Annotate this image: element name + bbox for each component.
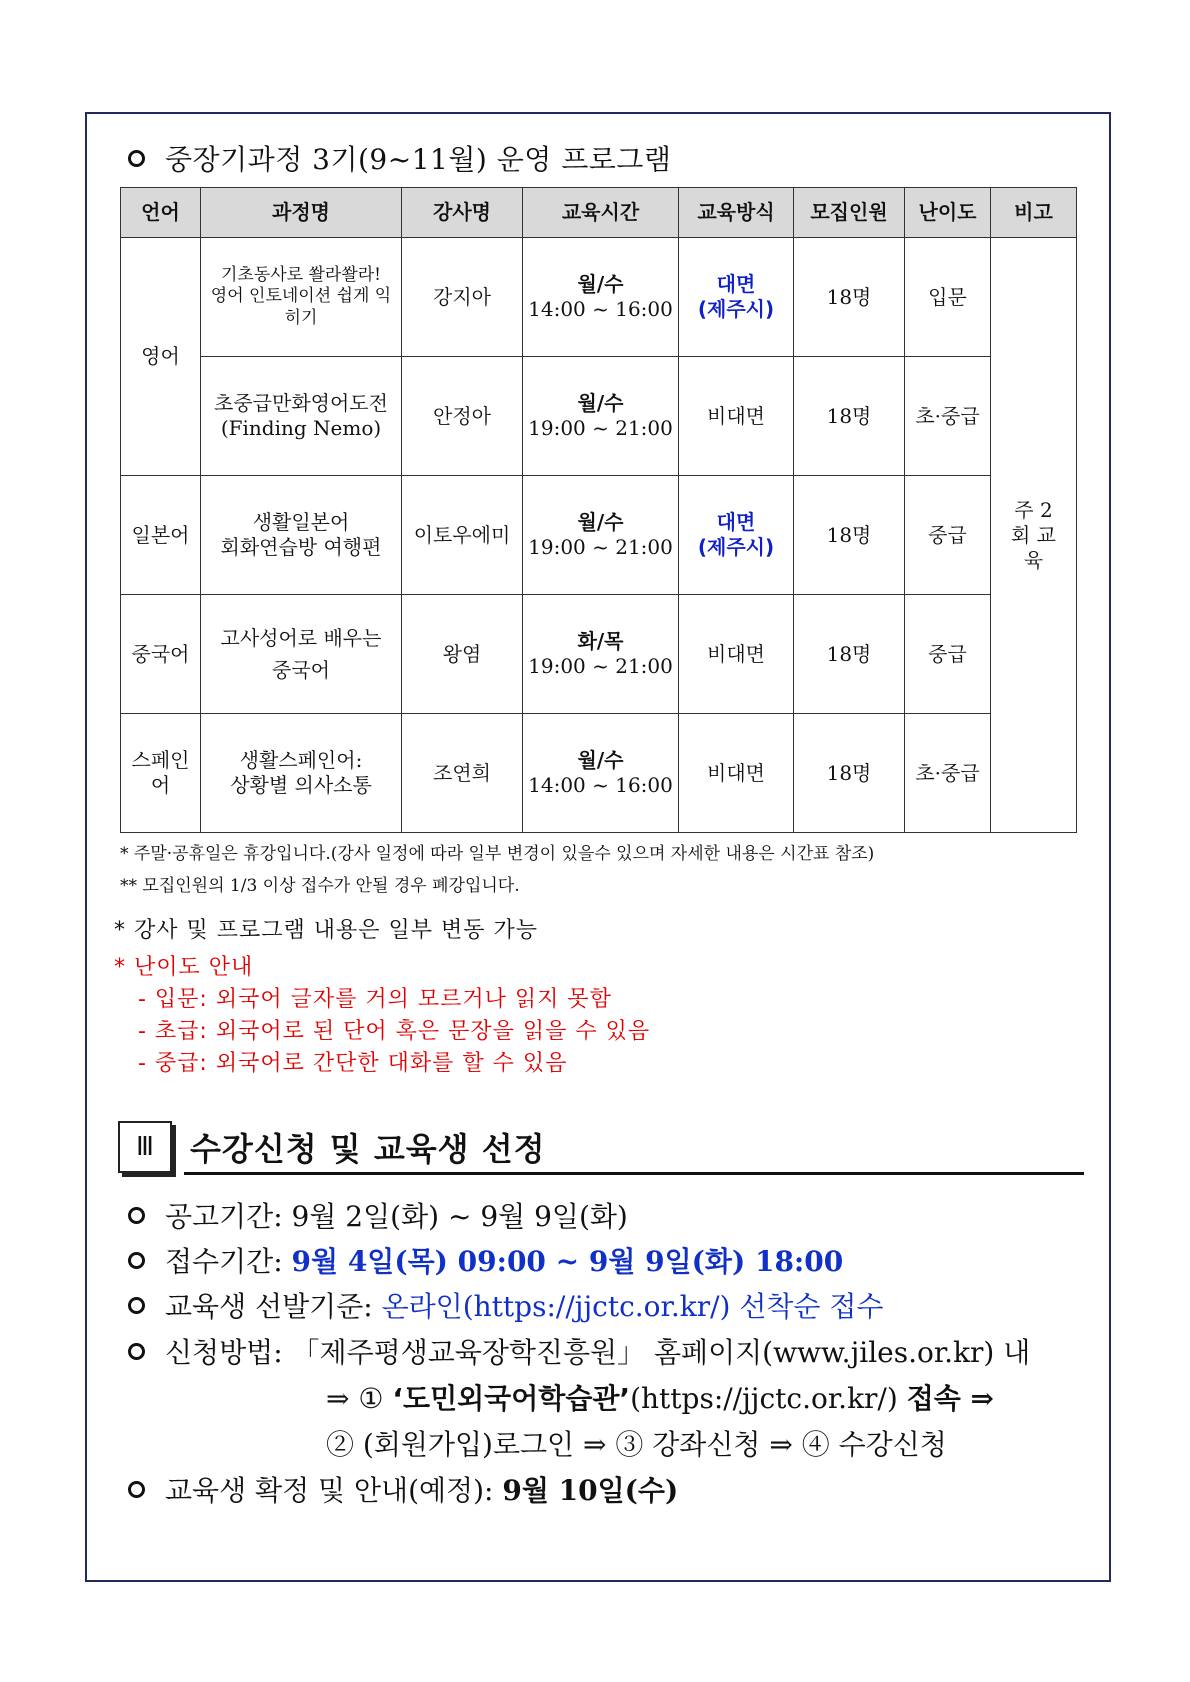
change-notice: * 강사 및 프로그램 내용은 일부 변동 가능: [114, 918, 538, 943]
column-header: 난이도: [905, 188, 991, 238]
program-table: [120, 187, 1077, 833]
remark-cell: 주 2회 교육: [991, 238, 1077, 833]
teacher-cell: 안정아: [402, 357, 523, 476]
capacity-cell: 18명: [794, 476, 905, 595]
lang-cell: 영어: [121, 238, 201, 476]
lang-cell: 일본어: [121, 476, 201, 595]
apply-method: 신청방법: 「제주평생교육장학진흥원」 홈페이지(www.jiles.or.kr) 내: [128, 1331, 1030, 1371]
level-cell: 중급: [905, 595, 991, 714]
lang-cell: 스페인어: [121, 714, 201, 833]
capacity-cell: 18명: [794, 595, 905, 714]
level-guide-item: - 중급: 외국어로 간단한 대화를 할 수 있음: [138, 1051, 568, 1076]
method-cell: 비대면: [679, 714, 794, 833]
teacher-cell: 왕염: [402, 595, 523, 714]
receipt-period: 접수기간: 9월 4일(목) 09:00 ~ 9월 9일(화) 18:00: [128, 1240, 843, 1280]
method-cell: 대면 (제주시): [679, 238, 794, 357]
level-cell: 초·중급: [905, 357, 991, 476]
capacity-cell: 18명: [794, 357, 905, 476]
program-heading: 중장기과정 3기(9~11월) 운영 프로그램: [128, 138, 671, 178]
capacity-cell: 18명: [794, 238, 905, 357]
teacher-cell: 조연희: [402, 714, 523, 833]
selection-criteria: 교육생 선발기준: 온라인(https://jjctc.or.kr/) 선착순 접수: [128, 1285, 883, 1325]
column-header: 비고: [991, 188, 1077, 238]
course-cell: 생활스페인어: 상황별 의사소통: [201, 714, 402, 833]
confirm-date: 교육생 확정 및 안내(예정): 9월 10일(수): [128, 1469, 678, 1509]
lang-cell: 중국어: [121, 595, 201, 714]
method-cell: 대면 (제주시): [679, 476, 794, 595]
circle-bullet-icon: [128, 1207, 145, 1224]
table-note: ** 모집인원의 1/3 이상 접수가 안될 경우 폐강입니다.: [120, 876, 520, 896]
course-cell: 기초동사로 쏼라쏼라! 영어 인토네이션 쉽게 익히기: [201, 238, 402, 357]
course-cell: 고사성어로 배우는 중국어: [201, 595, 402, 714]
section-number-box: Ⅲ: [118, 1121, 172, 1173]
circle-bullet-icon: [128, 1252, 145, 1269]
level-cell: 중급: [905, 476, 991, 595]
time-cell: 화/목 19:00 ~ 21:00: [523, 595, 679, 714]
circle-bullet-icon: [128, 1343, 145, 1360]
column-header: 교육시간: [523, 188, 679, 238]
circle-bullet-icon: [128, 150, 145, 167]
course-cell: 생활일본어 회화연습방 여행편: [201, 476, 402, 595]
table-row: [121, 238, 1077, 357]
table-row: [121, 476, 1077, 595]
teacher-cell: 이토우에미: [402, 476, 523, 595]
table-row: [121, 595, 1077, 714]
table-note: * 주말·공휴일은 휴강입니다.(강사 일정에 따라 일부 변경이 있을수 있으며 자세한 내용은 시간표 참조): [120, 844, 875, 864]
level-cell: 입문: [905, 238, 991, 357]
time-cell: 월/수 14:00 ~ 16:00: [523, 714, 679, 833]
column-header: 모집인원: [794, 188, 905, 238]
table-row: [121, 357, 1077, 476]
announce-period: 공고기간: 9월 2일(화) ~ 9월 9일(화): [128, 1195, 628, 1235]
time-cell: 월/수 19:00 ~ 21:00: [523, 476, 679, 595]
time-cell: 월/수 14:00 ~ 16:00: [523, 238, 679, 357]
method-cell: 비대면: [679, 595, 794, 714]
section-title: 수강신청 및 교육생 선정: [190, 1130, 546, 1168]
level-guide-title: * 난이도 안내: [114, 955, 254, 980]
column-header: 강사명: [402, 188, 523, 238]
level-guide-item: - 초급: 외국어로 된 단어 혹은 문장을 읽을 수 있음: [138, 1019, 651, 1044]
section-divider: [184, 1172, 1084, 1175]
teacher-cell: 강지아: [402, 238, 523, 357]
column-header: 언어: [121, 188, 201, 238]
column-header: 교육방식: [679, 188, 794, 238]
circle-bullet-icon: [128, 1297, 145, 1314]
level-guide-item: - 입문: 외국어 글자를 거의 모르거나 읽지 못함: [138, 987, 612, 1012]
course-cell: 초중급만화영어도전 (Finding Nemo): [201, 357, 402, 476]
time-cell: 월/수 19:00 ~ 21:00: [523, 357, 679, 476]
circle-bullet-icon: [128, 1481, 145, 1498]
table-header-row: [121, 188, 1077, 238]
method-cell: 비대면: [679, 357, 794, 476]
level-cell: 초·중급: [905, 714, 991, 833]
column-header: 과정명: [201, 188, 402, 238]
apply-step-1: ⇒ ① ‘도민외국어학습관’(https://jjctc.or.kr/) 접속 ⇒: [326, 1382, 994, 1415]
apply-step-2: ② (회원가입)로그인 ⇒ ③ 강좌신청 ⇒ ④ 수강신청: [326, 1428, 947, 1461]
table-row: [121, 714, 1077, 833]
capacity-cell: 18명: [794, 714, 905, 833]
